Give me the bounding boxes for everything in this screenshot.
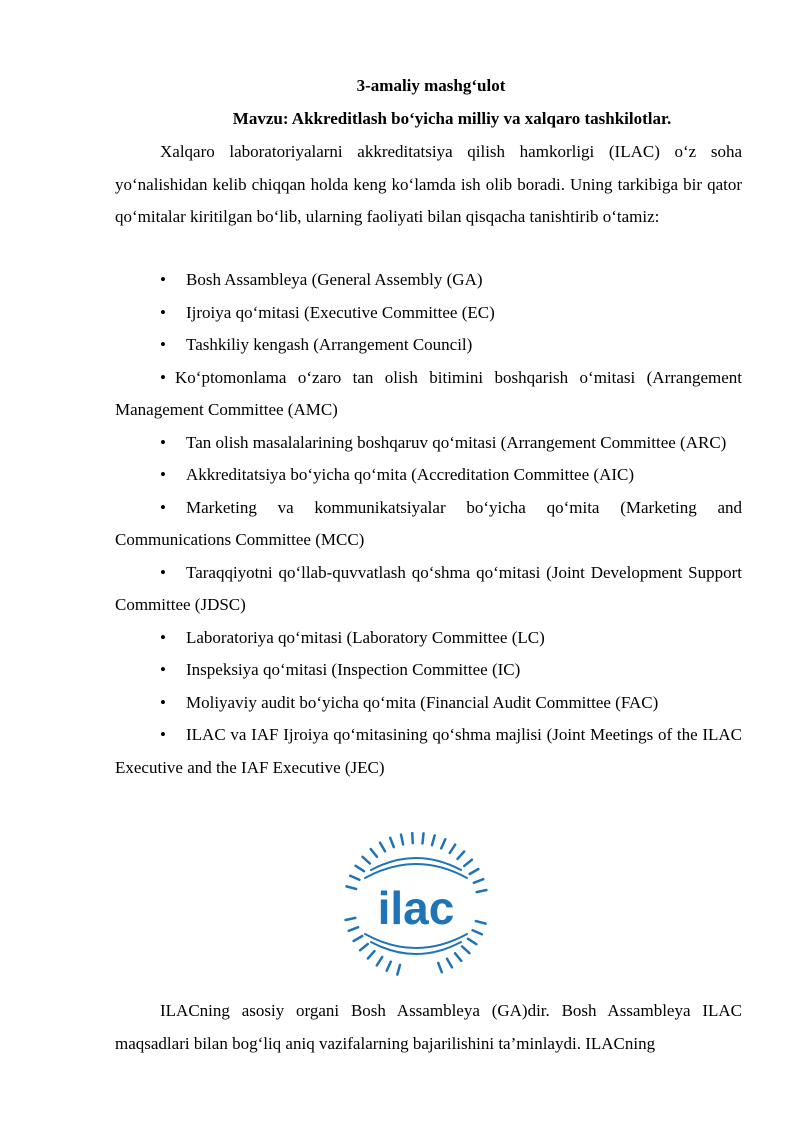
logo-tick — [476, 921, 486, 924]
logo-tick — [387, 962, 391, 971]
logo-tick — [455, 953, 461, 961]
bullet-symbol: • — [160, 692, 166, 712]
bullet-symbol: • — [160, 627, 166, 647]
bullet-symbol: • — [160, 725, 166, 744]
list-item — [115, 459, 742, 492]
logo-tick — [474, 879, 483, 883]
list-item-text: Bosh Assambleya (General Assembly (GA) — [186, 270, 483, 289]
list-item-text: ILAC va IAF Ijroiya qo‘mitasining qo‘shma majlisi (Joint Meetings of the ILAC Executive and the IAF Executive (JEC) — [115, 725, 742, 777]
page-title: 3-amaliy mashg‘ulot — [356, 76, 506, 95]
logo-tick — [450, 845, 455, 853]
list-item — [115, 427, 742, 460]
list-item-text: Tan olish masalalarining boshqaruv qo‘mitasi (Arrangement Committee (ARC) — [186, 432, 727, 452]
list-item — [115, 264, 742, 297]
logo-tick — [390, 838, 394, 847]
page-subtitle: Mavzu: Akkreditlash bo‘yicha milliy va xalqaro tashkilotlar. — [232, 109, 672, 128]
logo-tick — [356, 866, 364, 871]
logo-tick — [464, 860, 472, 866]
list-item — [115, 719, 742, 784]
list-item — [115, 687, 742, 720]
bullet-symbol: • — [160, 335, 166, 354]
list-item — [115, 362, 742, 427]
logo-tick — [368, 951, 375, 958]
logo-tick — [412, 833, 413, 843]
logo-tick — [350, 876, 359, 880]
logo-tick — [346, 918, 356, 920]
logo-tick — [447, 959, 452, 968]
logo-tick — [360, 944, 368, 950]
logo-text: ilac — [377, 882, 455, 934]
list-item-text: Moliyaviy audit bo‘yicha qo‘mita (Financial Audit Committee (FAC) — [186, 692, 659, 712]
list-item — [115, 557, 742, 622]
logo-tick — [377, 957, 382, 965]
logo-tick — [462, 946, 469, 953]
list-item — [115, 297, 742, 330]
list-item-text: Laboratoriya qo‘mitasi (Laboratory Committee (LC) — [186, 627, 545, 647]
logo-tick — [473, 930, 482, 934]
list-item — [115, 329, 742, 362]
logo-tick — [349, 927, 358, 931]
committee-list — [115, 264, 742, 784]
logo-tick — [457, 851, 464, 858]
list-item — [115, 492, 742, 557]
logo-tick — [397, 965, 400, 975]
logo-tick — [477, 890, 487, 892]
logo-tick — [371, 849, 377, 857]
list-item-text: Tashkiliy kengash (Arrangement Council) — [186, 335, 473, 354]
logo-tick — [346, 886, 356, 889]
list-item — [115, 654, 742, 687]
logo-tick — [362, 857, 369, 864]
bullet-symbol: • — [160, 367, 166, 387]
bullet-symbol: • — [160, 465, 166, 484]
list-item-text: Ijroiya qo‘mitasi (Executive Committee (EC) — [186, 302, 495, 322]
ilac-logo — [343, 820, 489, 990]
logo-tick — [401, 835, 403, 845]
bullet-symbol: • — [160, 302, 166, 322]
bullet-symbol: • — [160, 270, 166, 289]
list-item — [115, 622, 742, 655]
logo-tick — [468, 939, 476, 944]
logo-tick — [432, 835, 435, 845]
logo-tick — [422, 833, 423, 843]
logo-tick — [354, 936, 363, 941]
list-item-text: Akkreditatsiya bo‘yicha qo‘mita (Accreditation Committee (AIC) — [186, 465, 635, 484]
closing-paragraph: ILACning asosiy organi Bosh Assambleya (GA)dir. Bosh Assambleya ILAC maqsadlari bilan bog‘liq aniq vazifalarning bajarilishini ta’minlaydi. ILACning — [115, 1001, 742, 1053]
bullet-symbol: • — [160, 562, 166, 582]
bullet-symbol: • — [160, 432, 166, 452]
logo-tick — [438, 963, 442, 972]
bullet-symbol: • — [160, 660, 166, 679]
logo-tick — [470, 869, 479, 874]
list-item-text: Ko‘ptomonlama o‘zaro tan olish bitimini boshqarish o‘mitasi (Arrangement Management Committee (AMC) — [115, 367, 742, 419]
logo-tick — [380, 843, 385, 852]
list-item-text: Marketing va kommunikatsiyalar bo‘yicha qo‘mita (Marketing and Communications Committee (MCC) — [115, 497, 742, 549]
logo-tick — [441, 839, 445, 848]
bullet-symbol: • — [160, 497, 166, 517]
list-item-text: Taraqqiyotni qo‘llab-quvvatlash qo‘shma qo‘mitasi (Joint Development Support Committee (JDSC) — [115, 562, 742, 614]
intro-paragraph: Xalqaro laboratoriyalarni akkreditatsiya qilish hamkorligi (ILAC) o‘z soha yo‘nalishidan kelib chiqqan holda keng ko‘lamda ish olib boradi. Uning tarkibiga bir qator qo‘mitalar kiritilgan bo‘lib, ularning faoliyati bilan qisqacha tanishtirib o‘tamiz: — [115, 142, 742, 226]
list-item-text: Inspeksiya qo‘mitasi (Inspection Committee (IC) — [186, 660, 521, 679]
